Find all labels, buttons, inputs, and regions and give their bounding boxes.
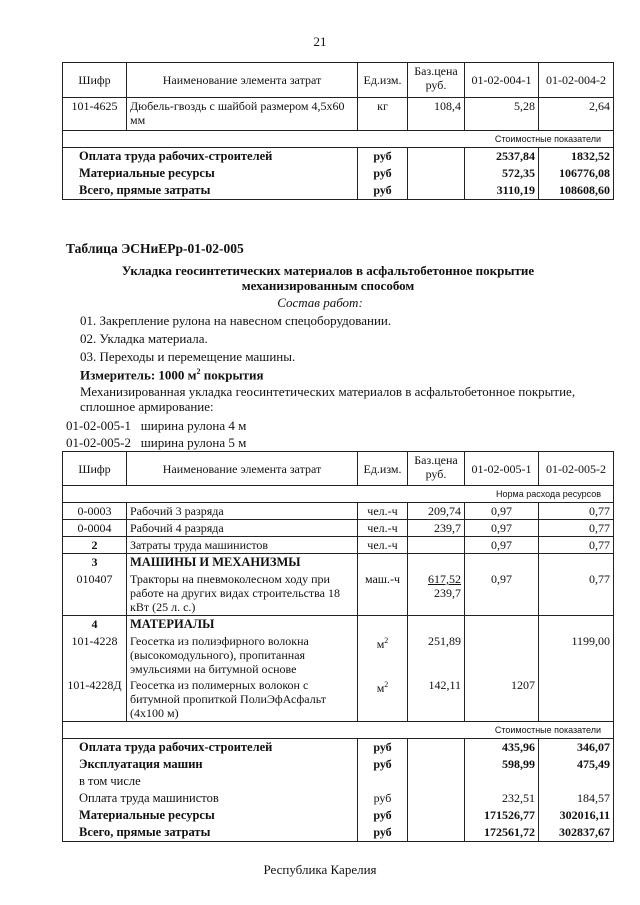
measure-prefix: Измеритель: 1000 м [80, 367, 197, 383]
machines-section-title: МАШИНЫ И МЕХАНИЗМЫ [127, 554, 358, 572]
summary-label: Оплата труда рабочих-строителей [63, 148, 358, 166]
summary-unit: руб [358, 165, 408, 182]
work-item: 01. Закрепление рулона на навесном спецоборудовании. [80, 313, 392, 328]
resource-table [62, 451, 614, 842]
summary-label: Всего, прямые затраты [63, 824, 358, 842]
summary-value-2: 184,57 [539, 790, 614, 807]
variant-text: ширина рулона 4 м [140, 418, 247, 433]
worker-unit: чел.-ч [358, 537, 408, 554]
work-item: 03. Переходы и перемещение машины. [80, 349, 296, 364]
summary-unit [358, 773, 408, 790]
summary-value-2 [539, 773, 614, 790]
header-variant-2: 01-02-004-2 [539, 63, 614, 98]
worker-code: 0-0003 [63, 503, 127, 520]
footer-region: Республика Карелия [263, 862, 377, 877]
summary-label: Оплата труда машинистов [63, 790, 358, 807]
material-price: 251,89 [408, 633, 465, 677]
summary-unit: руб [358, 807, 408, 824]
material-price: 142,11 [408, 677, 465, 722]
summary-value-2: 346,07 [539, 739, 614, 757]
header-code: Шифр [63, 452, 127, 486]
worker-price [408, 537, 465, 554]
summary-value-2: 302016,11 [539, 807, 614, 824]
header-unit: Ед.изм. [358, 452, 408, 486]
worker-code: 2 [63, 537, 127, 554]
row-unit: кг [358, 98, 408, 131]
worker-variant-2: 0,77 [539, 503, 614, 520]
summary-value-1: 232,51 [465, 790, 539, 807]
summary-value-1: 2537,84 [465, 148, 539, 166]
worker-code: 0-0004 [63, 520, 127, 537]
header-price: Баз.цена руб. [408, 63, 465, 98]
summary-value-1: 572,35 [465, 165, 539, 182]
summary-value-1 [465, 773, 539, 790]
row-price: 108,4 [408, 98, 465, 131]
header-name: Наименование элемента затрат [127, 452, 358, 486]
machine-unit: маш.-ч [358, 571, 408, 616]
summary-value-2: 475,49 [539, 756, 614, 773]
summary-unit: руб [358, 756, 408, 773]
table-title: Таблица ЭСНиЕРр-01-02-005 [66, 241, 244, 256]
header-price: Баз.цена руб. [408, 452, 465, 486]
work-item: 02. Укладка материала. [80, 331, 208, 346]
row-name: Дюбель-гвоздь с шайбой размером 4,5х60 мм [127, 98, 358, 131]
variant-2 [66, 435, 246, 451]
worker-unit: чел.-ч [358, 503, 408, 520]
summary-unit: руб [358, 790, 408, 807]
machine-price-labour: 239,7 [434, 586, 461, 600]
material-unit-sup: 2 [384, 680, 389, 689]
measure-suffix: покрытия [200, 367, 264, 383]
worker-unit: чел.-ч [358, 520, 408, 537]
header-variant-2: 01-02-005-2 [539, 452, 614, 486]
cost-section-label: Стоимостные показатели [63, 722, 614, 739]
cost-table-1 [62, 62, 614, 200]
material-name: Геосетка из полимерных волокон с битумной пропиткой ПолиЭфАсфальт (4х100 м) [127, 677, 358, 722]
worker-price: 239,7 [408, 520, 465, 537]
material-code: 101-4228Д [63, 677, 127, 722]
summary-label: в том числе [63, 773, 358, 790]
material-variant-2 [539, 677, 614, 722]
description: Механизированная укладка геосинтетических материалов в асфальтобетонное покрытие, сплошное армирование: [80, 384, 576, 414]
summary-value-2: 1832,52 [539, 148, 614, 166]
machine-variant-2: 0,77 [539, 571, 614, 616]
material-variant-2: 1199,00 [539, 633, 614, 677]
summary-label: Эксплуатация машин [63, 756, 358, 773]
machine-price [408, 571, 465, 616]
material-variant-1 [465, 633, 539, 677]
worker-variant-1: 0,97 [465, 537, 539, 554]
worker-variant-2: 0,77 [539, 537, 614, 554]
row-code: 101-4625 [63, 98, 127, 131]
summary-value-1: 3110,19 [465, 182, 539, 200]
materials-section-title: МАТЕРИАЛЫ [127, 616, 358, 634]
variant-text: ширина рулона 5 м [140, 435, 247, 450]
header-variant-1: 01-02-005-1 [465, 452, 539, 486]
header-name: Наименование элемента затрат [127, 63, 358, 98]
machines-section-number: 3 [63, 554, 127, 572]
material-unit [358, 633, 408, 677]
worker-variant-1: 0,97 [465, 520, 539, 537]
summary-value-1: 172561,72 [465, 824, 539, 842]
machine-price-main: 617,52 [428, 572, 461, 586]
worker-variant-1: 0,97 [465, 503, 539, 520]
material-unit-base: м [376, 637, 385, 651]
material-variant-1: 1207 [465, 677, 539, 722]
summary-label: Оплата труда рабочих-строителей [63, 739, 358, 757]
summary-unit: руб [358, 824, 408, 842]
summary-value-1: 435,96 [465, 739, 539, 757]
header-variant-1: 01-02-004-1 [465, 63, 539, 98]
summary-value-2: 108608,60 [539, 182, 614, 200]
measure-sup: 2 [196, 367, 201, 376]
worker-name: Рабочий 3 разряда [127, 503, 358, 520]
composition-label: Состав работ: [277, 295, 363, 310]
worker-price: 209,74 [408, 503, 465, 520]
material-unit-sup: 2 [384, 636, 389, 645]
section-heading: Укладка геосинтетических материалов в асфальтобетонное покрытие механизированным способом [121, 263, 535, 293]
summary-label: Всего, прямые затраты [63, 182, 358, 200]
material-code: 101-4228 [63, 633, 127, 677]
header-unit: Ед.изм. [358, 63, 408, 98]
materials-section-number: 4 [63, 616, 127, 634]
variant-code: 01-02-005-2 [66, 435, 131, 450]
variant-code: 01-02-005-1 [66, 418, 131, 433]
page-number: 21 [313, 34, 327, 49]
row-variant-2: 2,64 [539, 98, 614, 131]
worker-variant-2: 0,77 [539, 520, 614, 537]
summary-unit: руб [358, 148, 408, 166]
material-unit-base: м [376, 681, 385, 695]
summary-label: Материальные ресурсы [63, 165, 358, 182]
summary-value-2: 106776,08 [539, 165, 614, 182]
material-unit [358, 677, 408, 722]
machine-code: 010407 [63, 571, 127, 616]
summary-label: Материальные ресурсы [63, 807, 358, 824]
measure-unit [80, 367, 264, 383]
machine-name: Тракторы на пневмоколесном ходу при работе на других видах строительства 18 кВт (25 л. с.) [127, 571, 358, 616]
summary-value-1: 171526,77 [465, 807, 539, 824]
summary-unit: руб [358, 182, 408, 200]
summary-value-1: 598,99 [465, 756, 539, 773]
summary-unit: руб [358, 739, 408, 757]
header-code: Шифр [63, 63, 127, 98]
machine-variant-1: 0,97 [465, 571, 539, 616]
variant-1 [66, 418, 246, 434]
cost-section-label: Стоимостные показатели [63, 131, 614, 148]
norm-section-label: Норма расхода ресурсов [63, 486, 614, 503]
worker-name: Затраты труда машинистов [127, 537, 358, 554]
row-variant-1: 5,28 [465, 98, 539, 131]
worker-name: Рабочий 4 разряда [127, 520, 358, 537]
summary-value-2: 302837,67 [539, 824, 614, 842]
material-name: Геосетка из полиэфирного волокна (высокомодульного), пропитанная эмульсиями на битумной основе [127, 633, 358, 677]
